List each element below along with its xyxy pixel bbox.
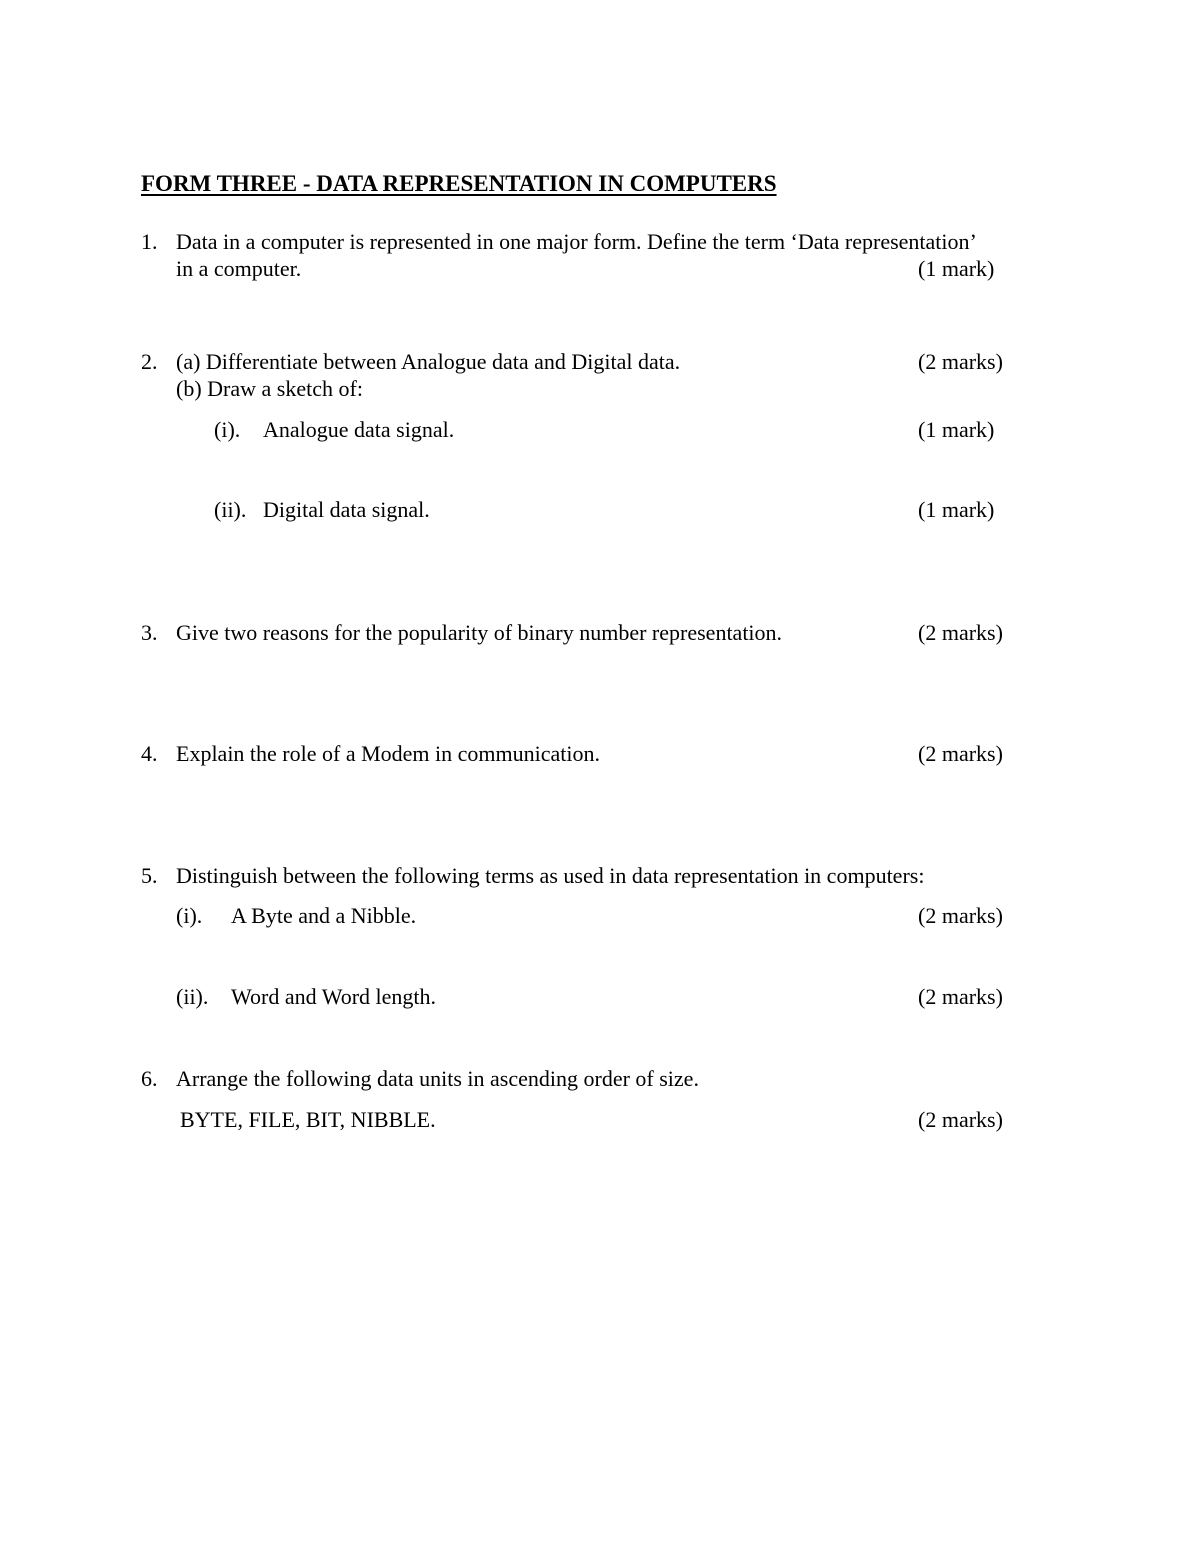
q4-number: 4. — [141, 741, 158, 766]
q1-text-line2: in a computer. — [176, 256, 302, 281]
q2-part-a-marks: (2 marks) — [918, 349, 1003, 374]
q2-sub-ii-text: Digital data signal. — [263, 497, 430, 522]
q2-part-a: (a) Differentiate between Analogue data and Digital data. — [176, 349, 681, 374]
q4-marks: (2 marks) — [918, 741, 1003, 766]
q2-sub-i-number: (i). — [214, 417, 241, 442]
q5-sub-ii-marks: (2 marks) — [918, 984, 1003, 1009]
q1-number: 1. — [141, 229, 158, 254]
q5-sub-ii-number: (ii). — [176, 984, 209, 1009]
q5-text: Distinguish between the following terms as used in data representation in computers: — [176, 863, 925, 888]
q2-sub-i-marks: (1 mark) — [918, 417, 995, 442]
q1-marks: (1 mark) — [918, 256, 995, 281]
q6-number: 6. — [141, 1066, 158, 1091]
q2-number: 2. — [141, 349, 158, 374]
q5-number: 5. — [141, 863, 158, 888]
q2-sub-i-text: Analogue data signal. — [263, 417, 455, 442]
q6-text: Arrange the following data units in ascending order of size. — [176, 1066, 699, 1091]
page-title: FORM THREE - DATA REPRESENTATION IN COMPUTERS — [141, 171, 777, 196]
q6-marks: (2 marks) — [918, 1107, 1003, 1132]
q6-units: BYTE, FILE, BIT, NIBBLE. — [180, 1107, 436, 1132]
q5-sub-i-marks: (2 marks) — [918, 903, 1003, 928]
q1-text-line1: Data in a computer is represented in one major form. Define the term ‘Data representation’ — [176, 229, 977, 254]
q4-text: Explain the role of a Modem in communication. — [176, 741, 601, 766]
q5-sub-i-number: (i). — [176, 903, 203, 928]
q2-part-b: (b) Draw a sketch of: — [176, 376, 363, 401]
q3-text: Give two reasons for the popularity of binary number representation. — [176, 620, 783, 645]
q2-sub-ii-marks: (1 mark) — [918, 497, 995, 522]
q2-sub-ii-number: (ii). — [214, 497, 247, 522]
q5-sub-i-text: A Byte and a Nibble. — [231, 903, 417, 928]
q5-sub-ii-text: Word and Word length. — [231, 984, 437, 1009]
q3-marks: (2 marks) — [918, 620, 1003, 645]
q3-number: 3. — [141, 620, 158, 645]
